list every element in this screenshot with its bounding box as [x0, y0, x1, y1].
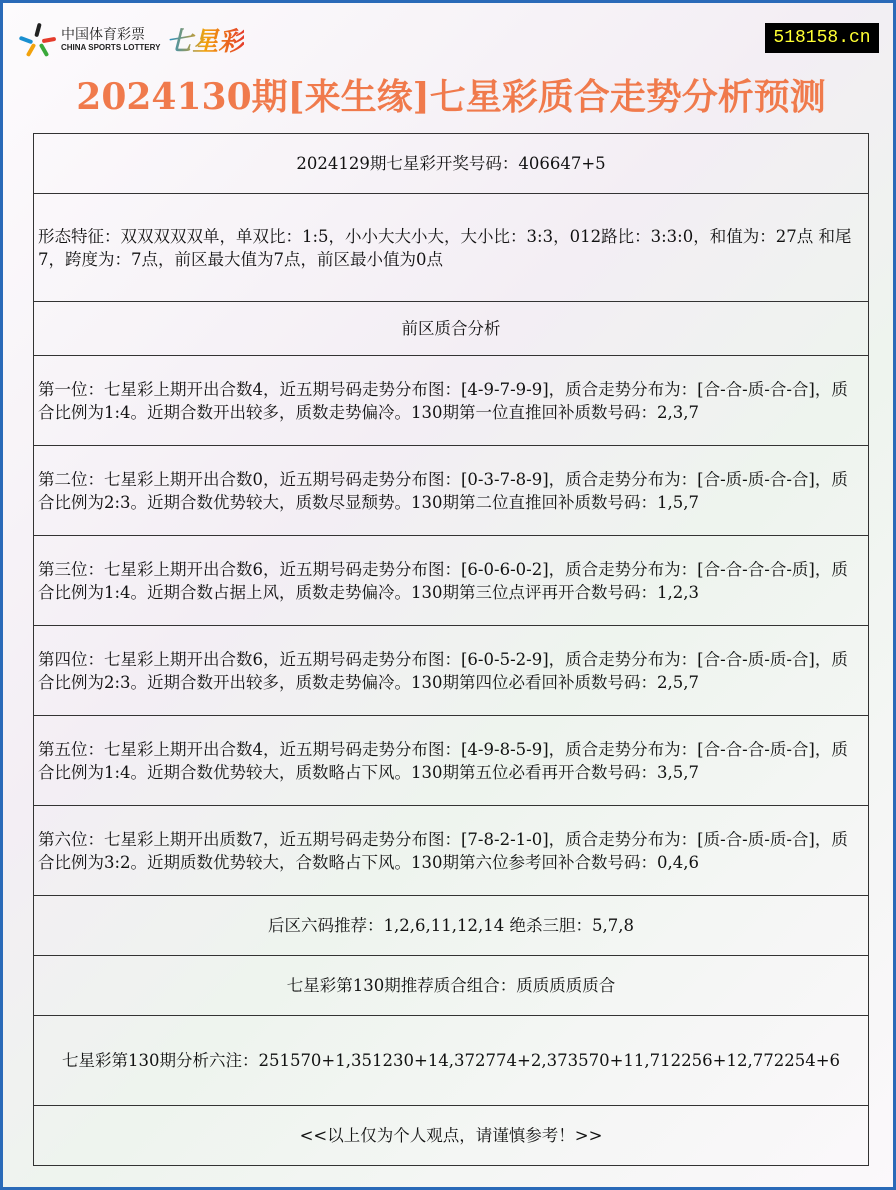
lottery-star-icon [21, 23, 55, 57]
combination-recommendation: 七星彩第130期推荐质合组合：质质质质质合 [34, 956, 869, 1016]
back-zone-recommendation: 后区六码推荐：1,2,6,11,12,14 绝杀三胆：5,7,8 [34, 896, 869, 956]
china-sports-lottery-logo: 中国体育彩票 CHINA SPORTS LOTTERY 七星彩 [21, 21, 244, 58]
position-analysis: 第三位：七星彩上期开出合数6，近五期号码走势分布图：[6-0-6-0-2]，质合走势分布为：[合-合-合-合-质]，质合比例为1:4。近期合数占据上风，质数走势偏冷。130期第三位点评再开合数号码：1,2,3 [34, 536, 869, 626]
analysis-table [33, 133, 869, 1166]
position-analysis: 第一位：七星彩上期开出合数4，近五期号码走势分布图：[4-9-7-9-9]，质合走势分布为：[合-合-质-合-合]，质合比例为1:4。近期合数开出较多，质数走势偏冷。130期第一位直推回补质数号码：2,3,7 [34, 356, 869, 446]
disclaimer: <<以上仅为个人观点，请谨慎参考！>> [34, 1106, 869, 1166]
site-badge[interactable]: 518158.cn [765, 23, 879, 53]
position-analysis: 第五位：七星彩上期开出合数4，近五期号码走势分布图：[4-9-8-5-9]，质合走势分布为：[合-合-合-质-合]，质合比例为1:4。近期合数优势较大，质数略占下风。130期第五位必看再开合数号码：3,5,7 [34, 716, 869, 806]
six-bets: 七星彩第130期分析六注：251570+1,351230+14,372774+2,373570+11,712256+12,772254+6 [34, 1016, 869, 1106]
position-analysis: 第二位：七星彩上期开出合数0，近五期号码走势分布图：[0-3-7-8-9]，质合走势分布为：[合-质-质-合-合]，质合比例为2:3。近期合数优势较大，质数尽显颓势。130期第二位直推回补质数号码：1,5,7 [34, 446, 869, 536]
page-title: 2024130期[来生缘]七星彩质合走势分析预测 [76, 76, 826, 118]
position-analysis: 第六位：七星彩上期开出质数7，近五期号码走势分布图：[7-8-2-1-0]，质合走势分布为：[质-合-质-质-合]，质合比例为3:2。近期质数优势较大，合数略占下风。130期第六位参考回补合数号码：0,4,6 [34, 806, 869, 896]
position-analysis: 第四位：七星彩上期开出合数6，近五期号码走势分布图：[6-0-5-2-9]，质合走势分布为：[合-合-质-质-合]，质合比例为2:3。近期合数开出较多，质数走势偏冷。130期第四位必看回补质数号码：2,5,7 [34, 626, 869, 716]
section-heading: 前区质合分析 [34, 302, 869, 356]
pattern-features: 形态特征：双双双双双单，单双比：1:5，小小大大小大，大小比：3:3，012路比：3:3:0，和值为：27点 和尾7，跨度为：7点，前区最大值为7点，前区最小值为0点 [34, 194, 869, 302]
draw-result: 2024129期七星彩开奖号码：406647+5 [34, 134, 869, 194]
